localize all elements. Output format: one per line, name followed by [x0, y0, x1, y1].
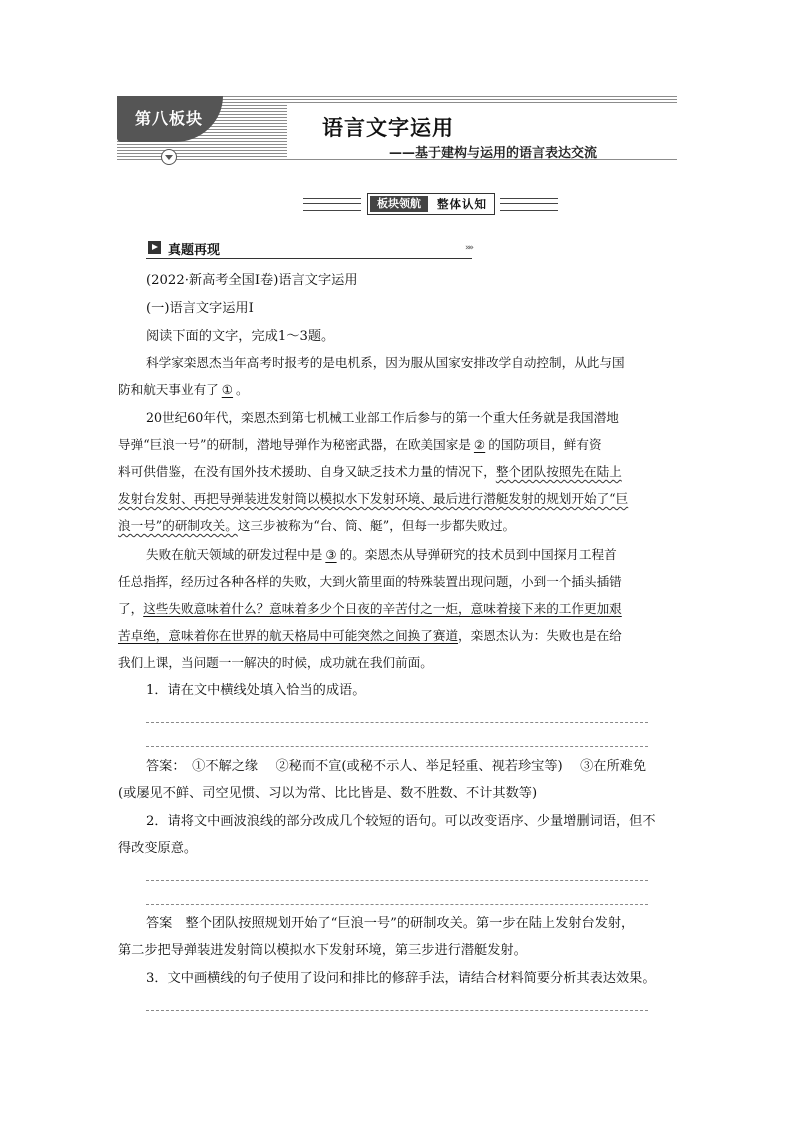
- answer-line: [146, 1010, 648, 1011]
- passage-line: 我们上课，当问题一一解决的时候，成功就在我们前面。: [118, 655, 433, 670]
- answer-line: [146, 904, 648, 905]
- passage-line: 任总指挥，经历过各种各样的失败，大到火箭里面的特殊装置出现问题，小到一个插头插错: [118, 574, 622, 589]
- part-title: (一)语言文字运用Ⅰ: [146, 301, 254, 316]
- passage-line: [118, 436, 602, 454]
- play-triangle-icon: [148, 241, 161, 254]
- passage-line: 科学家栾恩杰当年高考时报考的是电机系，因为服从国家安排改学自动控制，从此与国: [146, 355, 625, 370]
- passage-text: 这三步被称为“台、筒、艇”，但每一步都失败过。: [237, 518, 516, 533]
- nav-box: [367, 193, 495, 215]
- blank-1: ①: [221, 382, 234, 397]
- underlined-text: 苦卓绝，意味着你在世界的航天格局中可能突然之间换了赛道: [118, 628, 459, 643]
- instruction-text: 阅读下面的文字，完成1～3题。: [146, 329, 335, 344]
- answer-1-line: 答案： ①不解之缘 ②秘而不宣(或秘不示人、举足轻重、视若珍宝等) ③在所难免: [146, 759, 647, 774]
- wavy-underlined-text: 发射台发射、再把导弹装进发射筒以模拟水下发射环境、最后进行潜艇发射的规划开始了“巨: [118, 491, 629, 506]
- answer-2-line: 答案 整个团队按照规划开始了“巨浪一号”的研制攻关。第一步在陆上发射台发射，: [146, 916, 635, 931]
- nav-decor-left: [303, 198, 361, 211]
- passage-text: 的。栾恩杰从导弹研究的技术员到中国探月工程首: [339, 547, 617, 562]
- double-chevron-icon: »»: [464, 243, 472, 253]
- answer-line: [146, 880, 648, 881]
- passage-text: 。: [236, 382, 249, 397]
- passage-line: [118, 627, 622, 645]
- section-nav: [303, 193, 558, 215]
- passage-text: 防和航天事业有了: [118, 382, 219, 397]
- blank-3: ③: [325, 547, 337, 562]
- nav-label-left: 板块领航: [370, 196, 428, 212]
- section-heading-label: 真题再现: [168, 243, 221, 258]
- question-2: 得改变原意。: [118, 841, 198, 856]
- passage-line: [118, 600, 622, 618]
- answer-2-line: 第二步把导弹装进发射筒以模拟水下发射环境，第三步进行潜艇发射。: [118, 943, 527, 958]
- passage-line: [118, 381, 249, 399]
- question-3: 3．文中画横线的句子使用了设问和排比的修辞手法，请结合材料简要分析其表达效果。: [146, 971, 656, 986]
- passage-line: [118, 490, 628, 508]
- nav-decor-right: [500, 198, 558, 211]
- blank-2: ②: [473, 437, 486, 452]
- question-1: 1．请在文中横线处填入恰当的成语。: [146, 683, 366, 698]
- nav-label-right: 整体认知: [437, 197, 487, 211]
- passage-text: 了，: [118, 601, 144, 616]
- passage-text: 导弹“巨浪一号”的研制，潜地导弹作为秘密武器，在欧美国家是: [118, 437, 471, 452]
- answer-1-line: (或屡见不鲜、司空见惯、习以为常、比比皆是、数不胜数、不计其数等): [118, 786, 538, 801]
- question-source: (2022·新高考全国Ⅰ卷)语言文字运用: [146, 273, 358, 288]
- underlined-text: 这些失败意味着什么？意味着多少个日夜的辛苦付之一炬，意味着接下来的工作更加艰: [143, 601, 622, 616]
- chevron-down-icon: [161, 149, 177, 165]
- passage-line: [146, 546, 617, 564]
- section-heading: [146, 240, 472, 259]
- passage-text: 失败在航天领域的研发过程中是: [146, 547, 323, 562]
- question-2: 2．请将文中画波浪线的部分改成几个较短的语句。可以改变语序、少量增删词语，但不: [146, 814, 656, 829]
- passage-text: ，栾恩杰认为：失败也是在给: [458, 628, 622, 643]
- answer-line: [146, 722, 648, 723]
- wavy-underlined-text: 整个团队按照先在陆上: [495, 464, 622, 479]
- passage-line: [118, 463, 622, 481]
- wavy-underlined-text: 浪一号”的研制攻关。: [118, 518, 238, 533]
- chapter-subtitle: ——基于建构与运用的语言表达交流: [389, 146, 598, 161]
- answer-line: [146, 746, 648, 747]
- passage-line: 20世纪60年代，栾恩杰到第七机械工业部工作后参与的第一个重大任务就是我国潜地: [146, 410, 619, 425]
- passage-text: 料可供借鉴，在没有国外技术援助、自身又缺乏技术力量的情况下，: [118, 464, 496, 479]
- passage-line: [118, 517, 515, 535]
- chapter-banner: [117, 96, 677, 162]
- chapter-title: 语言文字运用: [322, 116, 454, 140]
- passage-text: 的国防项目，鲜有资: [488, 437, 602, 452]
- chapter-badge-label: 第八板块: [135, 109, 204, 128]
